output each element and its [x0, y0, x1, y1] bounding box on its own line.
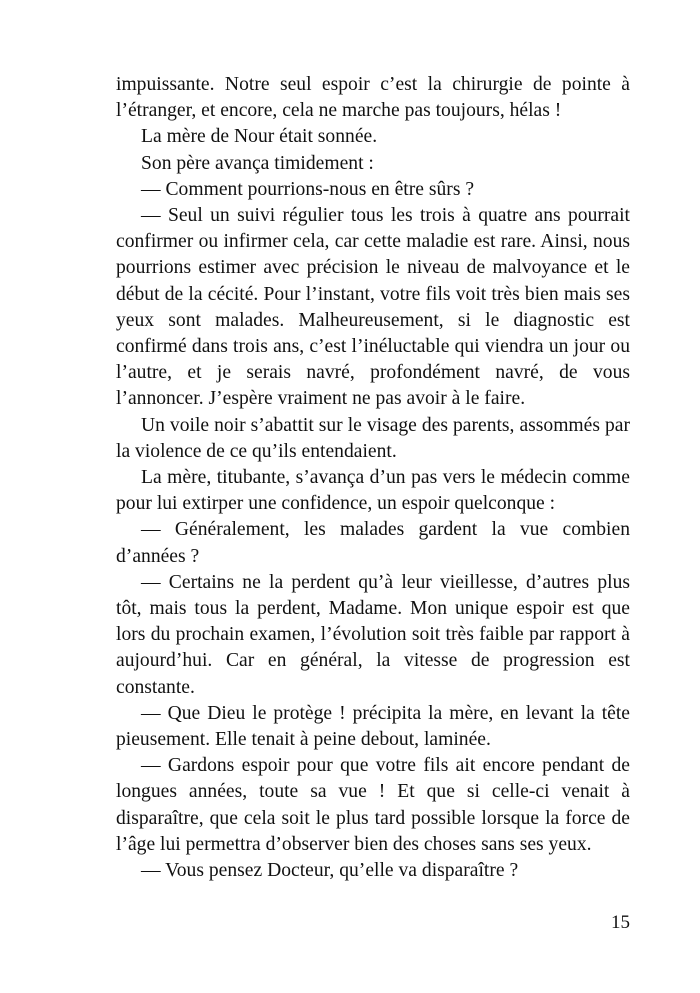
paragraph: — Certains ne la perdent qu’à leur vieillesse, d’autres plus tôt, mais tous la perdent, Madame. Mon unique espoir est que lors du prochain examen, l’évolution soit très faible par rapport à aujourd’hui. Car en général, la vitesse de progression est constante.: [116, 571, 630, 698]
paragraph: — Gardons espoir pour que votre fils ait encore pendant de longues années, toute sa vue ! Et que si celle-ci venait à disparaître, que cela soit le plus tard possible lorsque la force de l’âge lui permettra d’observer bien des choses sans ses yeux.: [116, 755, 630, 855]
paragraph: — Comment pourrions-nous en être sûrs ?: [141, 178, 475, 200]
paragraph: — Vous pensez Docteur, qu’elle va disparaître ?: [141, 860, 519, 882]
paragraph: La mère, titubante, s’avança d’un pas vers le médecin comme pour lui extirper une confidence, un espoir quelconque :: [116, 467, 630, 515]
paragraph: Son père avança timidement :: [141, 152, 374, 174]
paragraph: Un voile noir s’abattit sur le visage des parents, assommés par la violence de ce qu’ils entendaient.: [116, 414, 630, 462]
paragraph: — Que Dieu le protège ! précipita la mère, en levant la tête pieusement. Elle tenait à peine debout, laminée.: [116, 702, 630, 751]
paragraph: — Seul un suivi régulier tous les trois à quatre ans pourrait confirmer ou infirmer cela, car cette maladie est rare. Ainsi, nous pourrions estimer avec précision le niveau de malvoyance et le début de la cécité. Pour l’instant, votre fils voit très bien mais ses yeux sont malades. Malheureusement, si le diagnostic est confirmé dans trois ans, c’est l’inéluctable qui viendra un jour ou l’autre, et je serais navré, profondément navré, de vous l’annoncer. J’espère vraiment ne pas avoir à le faire.: [116, 205, 630, 410]
paragraph: — Généralement, les malades gardent la vue combien d’années ?: [116, 519, 630, 567]
paragraph: impuissante. Notre seul espoir c’est la chirurgie de pointe à l’étranger, et encore, cela ne marche pas toujours, hélas !: [116, 74, 630, 122]
paragraph: La mère de Nour était sonnée.: [141, 126, 378, 148]
page-number: 15: [611, 912, 630, 933]
body-text: [116, 72, 630, 884]
